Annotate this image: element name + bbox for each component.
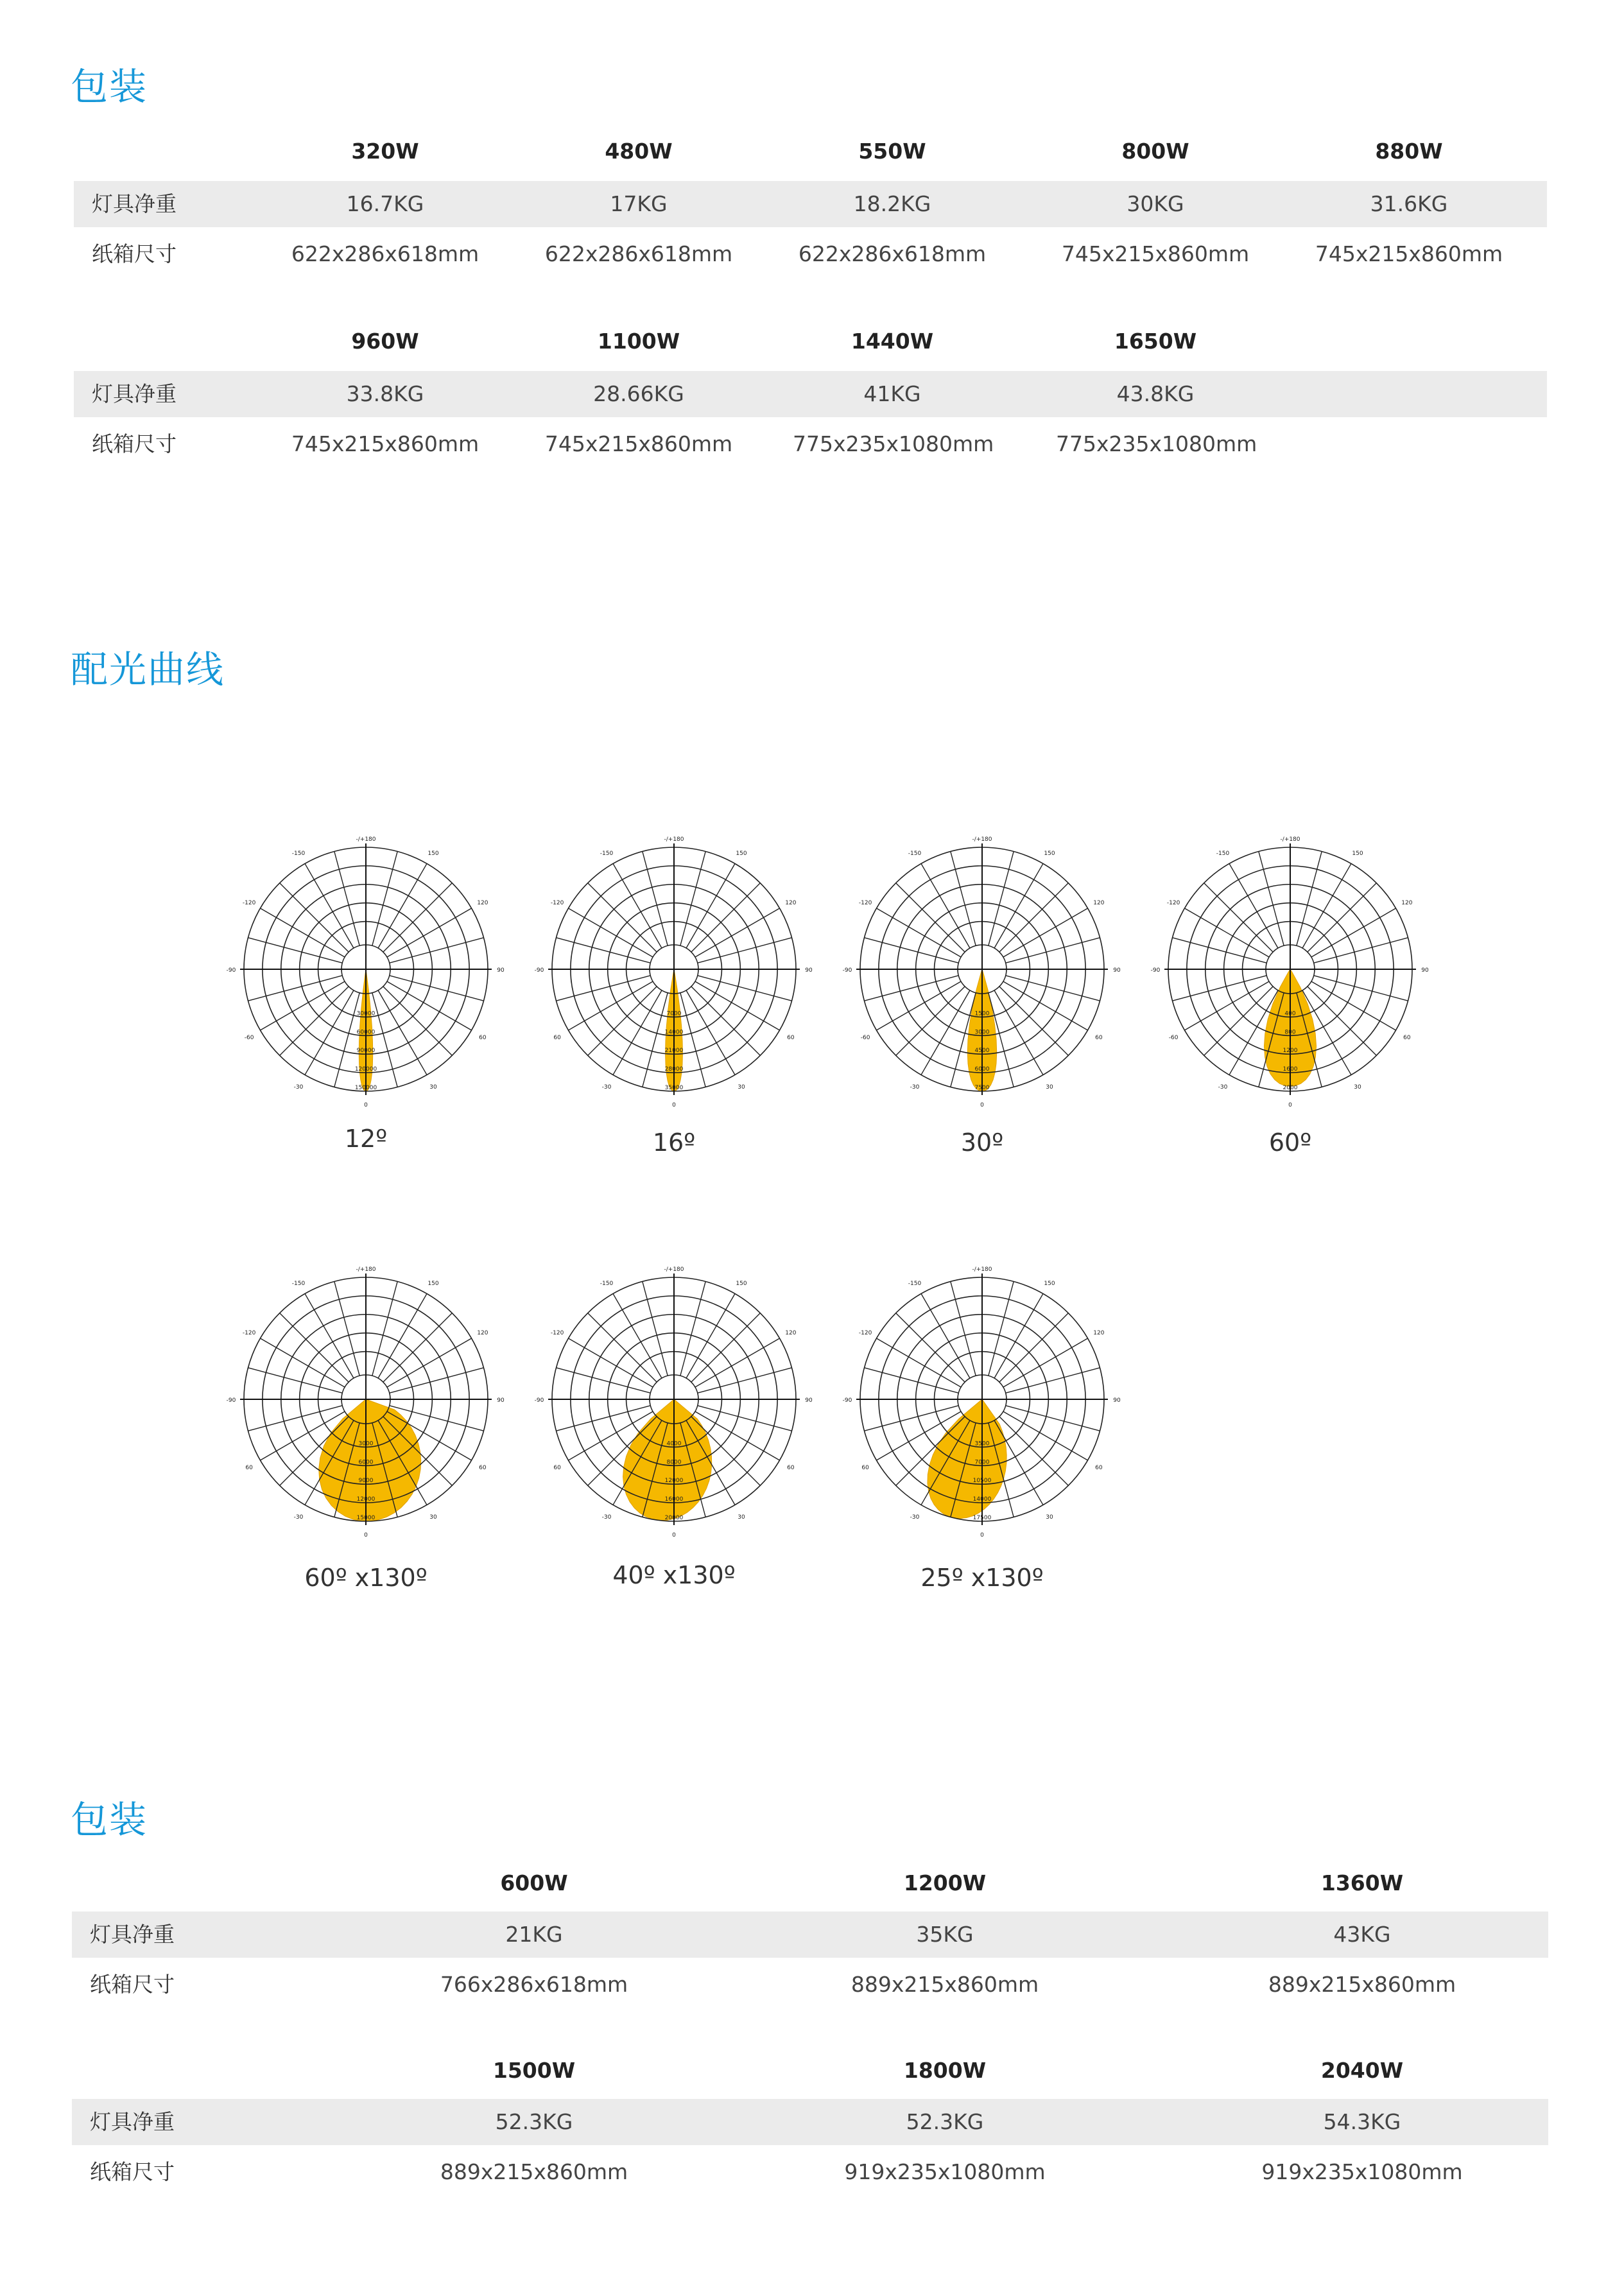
polar-chart (526, 1252, 822, 1547)
grid-spoke (1314, 938, 1408, 963)
radial-value-label: 3000 (358, 1440, 374, 1447)
radial-value-label: 30000 (356, 1010, 376, 1017)
angle-label: 60 (245, 1465, 253, 1471)
angle-label: -30 (910, 1083, 920, 1091)
grid-spoke (999, 1417, 1068, 1485)
column-header: 1500W (492, 2058, 576, 2083)
radial-value-label: 35000 (664, 1085, 684, 1091)
table-cell: 622x286x618mm (291, 241, 479, 266)
angle-label: 120 (785, 1330, 797, 1336)
table-header-row (72, 1860, 1548, 1906)
row-label: 纸箱尺寸 (92, 241, 177, 266)
angle-label: -/+180 (972, 836, 992, 843)
angle-label: -120 (550, 900, 564, 906)
radial-value-label: 9000 (358, 1478, 374, 1485)
angle-label: 120 (477, 900, 488, 906)
grid-spoke (383, 1313, 452, 1382)
grid-spoke (280, 987, 349, 1055)
table-row-carton (74, 231, 1547, 277)
angle-label: 90 (497, 1397, 505, 1404)
angle-label: 90 (497, 967, 505, 974)
polar-chart (526, 822, 822, 1117)
grid-spoke (680, 851, 705, 945)
angle-label: -/+180 (356, 836, 376, 843)
angle-label: -120 (1166, 900, 1180, 906)
table-cell: 54.3KG (1323, 2109, 1401, 2134)
grid-spoke (556, 976, 650, 1001)
grid-spoke (588, 1313, 657, 1382)
table-cell: 622x286x618mm (544, 241, 733, 266)
angle-label: -30 (293, 1514, 304, 1521)
angle-label: -30 (910, 1514, 920, 1521)
grid-spoke (999, 883, 1068, 952)
table-header-row (74, 318, 1547, 365)
grid-spoke (989, 1281, 1014, 1376)
column-header: 1360W (1320, 1870, 1404, 1895)
table-cell: 30KG (1127, 191, 1184, 216)
table-cell: 52.3KG (495, 2109, 573, 2134)
angle-label: 150 (428, 1281, 439, 1288)
polar-chart (834, 1252, 1130, 1547)
table-cell: 43KG (1333, 1922, 1391, 1947)
grid-spoke (698, 938, 792, 963)
angle-label: -/+180 (356, 1266, 376, 1273)
packaging-table-4 (72, 2048, 1548, 2202)
grid-spoke (1308, 987, 1376, 1055)
column-header: 1440W (851, 329, 934, 354)
grid-spoke (864, 938, 958, 963)
table-cell: 919x235x1080mm (1261, 2159, 1463, 2184)
polar-chart (218, 822, 514, 1117)
table-cell: 775x235x1080mm (1056, 431, 1257, 456)
column-header: 1200W (903, 1870, 987, 1895)
grid-spoke (1006, 938, 1100, 963)
grid-spoke (643, 851, 668, 945)
angle-label: 0 (980, 1532, 984, 1539)
angle-label: 60 (861, 1465, 869, 1471)
grid-spoke (698, 976, 792, 1001)
packaging-table-3 (72, 1860, 1548, 2014)
angle-label: 90 (1113, 967, 1121, 974)
angle-label: -120 (242, 900, 256, 906)
table-cell: 18.2KG (853, 191, 931, 216)
angle-label: -30 (601, 1514, 612, 1521)
angle-label: 0 (672, 1102, 676, 1109)
grid-spoke (372, 851, 397, 945)
grid-spoke (864, 976, 958, 1001)
grid-spoke (1308, 883, 1376, 952)
angle-label: 30 (1046, 1514, 1053, 1521)
polar-diagram (526, 822, 822, 1117)
radial-value-label: 60000 (356, 1029, 376, 1036)
grid-spoke (896, 1313, 965, 1382)
packaging-table-2 (74, 318, 1547, 472)
radial-value-label: 21000 (664, 1048, 684, 1055)
radial-value-label: 2000 (1282, 1085, 1298, 1091)
angle-label: -/+180 (664, 1266, 684, 1273)
grid-spoke (248, 1406, 342, 1431)
angle-label: 120 (785, 900, 797, 906)
radial-value-label: 16000 (664, 1496, 684, 1503)
section-title-light-distribution: 配光曲线 (71, 648, 225, 691)
table-cell: 28.66KG (593, 381, 684, 406)
angle-label: 60 (1403, 1035, 1411, 1041)
grid-spoke (588, 987, 657, 1055)
grid-spoke (1204, 987, 1273, 1055)
column-header: 600W (500, 1870, 568, 1895)
grid-spoke (280, 1313, 349, 1382)
angle-label: 90 (805, 967, 813, 974)
grid-spoke (334, 1281, 359, 1376)
grid-spoke (691, 883, 760, 952)
radial-value-label: 1600 (1282, 1066, 1298, 1073)
row-label: 纸箱尺寸 (92, 431, 177, 456)
column-header: 1100W (597, 329, 680, 354)
angle-label: -30 (601, 1083, 612, 1091)
angle-label: -90 (534, 967, 544, 974)
angle-label: 30 (1354, 1083, 1361, 1091)
grid-spoke (556, 938, 650, 963)
grid-spoke (248, 1368, 342, 1393)
table-cell: 33.8KG (346, 381, 424, 406)
angle-label: -90 (534, 1397, 544, 1404)
table-row-weight (74, 371, 1547, 417)
angle-label: -30 (293, 1083, 304, 1091)
table-header-row (74, 128, 1547, 175)
table-cell: 889x215x860mm (440, 2159, 628, 2184)
table-cell: 31.6KG (1370, 191, 1448, 216)
angle-label: 120 (477, 1330, 488, 1336)
angle-label: -30 (1218, 1083, 1228, 1091)
grid-spoke (864, 1368, 958, 1393)
radial-value-label: 1200 (1282, 1048, 1298, 1055)
table-cell: 52.3KG (906, 2109, 984, 2134)
packaging-table-1 (74, 128, 1547, 282)
column-header: 320W (351, 139, 419, 164)
angle-label: -150 (600, 850, 614, 858)
grid-spoke (999, 1313, 1068, 1382)
beam-angle-caption: 16º (652, 1128, 696, 1157)
row-label: 灯具净重 (90, 1922, 175, 1947)
angle-label: 60 (553, 1035, 561, 1041)
polar-diagram (526, 1252, 822, 1547)
radial-value-label: 4500 (974, 1048, 990, 1055)
grid-spoke (691, 987, 760, 1055)
grid-spoke (1204, 883, 1273, 952)
grid-spoke (372, 1281, 397, 1376)
radial-value-label: 10500 (972, 1478, 992, 1485)
radial-value-label: 6000 (358, 1459, 374, 1466)
column-header: 800W (1121, 139, 1189, 164)
row-label: 灯具净重 (92, 191, 177, 216)
grid-spoke (390, 1368, 484, 1393)
beam-angle-caption: 12º (344, 1125, 388, 1153)
angle-label: 60 (479, 1465, 487, 1471)
angle-label: 120 (1093, 900, 1105, 906)
table-cell: 889x215x860mm (1268, 1972, 1456, 1997)
angle-label: -120 (858, 900, 872, 906)
grid-spoke (248, 976, 342, 1001)
grid-spoke (334, 851, 359, 945)
angle-label: -60 (1168, 1035, 1179, 1041)
polar-diagram (218, 822, 514, 1117)
angle-label: 30 (738, 1083, 745, 1091)
radial-value-label: 15000 (356, 1515, 376, 1521)
grid-spoke (1006, 1406, 1100, 1431)
angle-label: 30 (429, 1514, 437, 1521)
table-cell: 16.7KG (346, 191, 424, 216)
grid-spoke (691, 1313, 760, 1382)
angle-label: -90 (842, 1397, 852, 1404)
angle-label: -60 (244, 1035, 254, 1041)
radial-value-label: 400 (1284, 1010, 1296, 1017)
table-row-carton (74, 421, 1547, 467)
angle-label: 90 (805, 1397, 813, 1404)
beam-angle-caption: 30º (960, 1128, 1004, 1157)
table-cell: 745x215x860mm (1315, 241, 1503, 266)
angle-label: 120 (1093, 1330, 1105, 1336)
table-cell: 17KG (610, 191, 668, 216)
grid-spoke (588, 883, 657, 952)
angle-label: 0 (364, 1102, 368, 1109)
polar-diagram (218, 1252, 514, 1547)
angle-label: 0 (672, 1532, 676, 1539)
grid-spoke (951, 851, 976, 945)
angle-label: -120 (242, 1330, 256, 1336)
radial-value-label: 7000 (974, 1459, 990, 1466)
grid-spoke (698, 1368, 792, 1393)
polar-chart (218, 1252, 514, 1547)
column-header: 1800W (903, 2058, 987, 2083)
table-cell: 766x286x618mm (440, 1972, 628, 1997)
angle-label: -/+180 (972, 1266, 992, 1273)
angle-label: 30 (429, 1083, 437, 1091)
angle-label: 60 (553, 1465, 561, 1471)
grid-spoke (390, 976, 484, 1001)
angle-label: 120 (1401, 900, 1413, 906)
grid-spoke (999, 987, 1068, 1055)
section-title-packaging: 包装 (71, 65, 148, 108)
polar-diagram (1143, 822, 1438, 1117)
column-header: 480W (605, 139, 673, 164)
angle-label: 0 (364, 1532, 368, 1539)
angle-label: 150 (736, 1281, 747, 1288)
table-cell: 622x286x618mm (798, 241, 987, 266)
angle-label: 30 (738, 1514, 745, 1521)
polar-chart (1143, 822, 1438, 1117)
angle-label: -60 (860, 1035, 870, 1041)
angle-label: -90 (842, 967, 852, 974)
grid-spoke (1314, 976, 1408, 1001)
angle-label: 60 (787, 1465, 795, 1471)
radial-value-label: 6000 (974, 1066, 990, 1073)
grid-spoke (680, 993, 705, 1087)
grid-spoke (1172, 976, 1266, 1001)
angle-label: -120 (550, 1330, 564, 1336)
angle-label: -150 (908, 1281, 922, 1288)
radial-value-label: 7000 (666, 1010, 682, 1017)
grid-spoke (556, 1406, 650, 1431)
grid-spoke (280, 883, 349, 952)
column-header: 880W (1375, 139, 1443, 164)
grid-spoke (1006, 1368, 1100, 1393)
column-header: 960W (351, 329, 419, 354)
beam-shape (928, 1399, 1006, 1519)
radial-value-label: 7500 (974, 1085, 990, 1091)
radial-value-label: 28000 (664, 1066, 684, 1073)
grid-spoke (372, 993, 397, 1087)
section-title-packaging: 包装 (71, 1798, 148, 1842)
table-cell: 35KG (916, 1922, 974, 1947)
angle-label: -150 (600, 1281, 614, 1288)
angle-label: -150 (1216, 850, 1230, 858)
angle-label: 150 (736, 850, 747, 858)
radial-value-label: 1500 (974, 1010, 990, 1017)
grid-spoke (248, 938, 342, 963)
grid-spoke (1259, 851, 1284, 945)
beam-angle-caption: 40º x130º (612, 1561, 736, 1589)
radial-value-label: 14000 (664, 1029, 684, 1036)
angle-label: -90 (1150, 967, 1161, 974)
grid-spoke (643, 993, 668, 1087)
grid-spoke (643, 1281, 668, 1376)
radial-value-label: 20000 (664, 1515, 684, 1521)
angle-label: -/+180 (664, 836, 684, 843)
angle-label: 150 (1352, 850, 1363, 858)
angle-label: -150 (908, 850, 922, 858)
grid-spoke (989, 851, 1014, 945)
table-row-carton (72, 2149, 1548, 2195)
angle-label: -150 (291, 1281, 306, 1288)
polar-diagram (834, 1252, 1130, 1547)
table-row-carton (72, 1962, 1548, 2008)
table-cell: 43.8KG (1116, 381, 1195, 406)
column-header: 550W (858, 139, 926, 164)
angle-label: 150 (1044, 1281, 1055, 1288)
table-row-weight (72, 1912, 1548, 1958)
beam-angle-caption: 60º (1268, 1128, 1312, 1157)
table-cell: 919x235x1080mm (844, 2159, 1046, 2184)
grid-spoke (951, 1281, 976, 1376)
grid-spoke (896, 987, 965, 1055)
angle-label: 60 (1095, 1035, 1103, 1041)
column-header: 2040W (1320, 2058, 1404, 2083)
table-cell: 745x215x860mm (1061, 241, 1250, 266)
radial-value-label: 14000 (972, 1496, 992, 1503)
grid-spoke (864, 1406, 958, 1431)
angle-label: 90 (1113, 1397, 1121, 1404)
grid-spoke (1172, 938, 1266, 963)
radial-value-label: 120000 (354, 1066, 377, 1073)
row-label: 灯具净重 (92, 381, 177, 406)
polar-chart (834, 822, 1130, 1117)
radial-value-label: 800 (1284, 1029, 1296, 1036)
angle-label: 90 (1421, 967, 1429, 974)
beam-angle-caption: 25º x130º (920, 1564, 1044, 1592)
grid-spoke (1297, 851, 1322, 945)
radial-value-label: 150000 (354, 1085, 377, 1091)
row-label: 纸箱尺寸 (90, 2159, 175, 2184)
angle-label: -120 (858, 1330, 872, 1336)
row-label: 纸箱尺寸 (90, 1972, 175, 1997)
angle-label: 0 (1288, 1102, 1292, 1109)
column-header: 1650W (1114, 329, 1197, 354)
table-header-row (72, 2048, 1548, 2094)
radial-value-label: 12000 (356, 1496, 376, 1503)
radial-value-label: 90000 (356, 1048, 376, 1055)
angle-label: 150 (1044, 850, 1055, 858)
angle-label: 0 (980, 1102, 984, 1109)
polar-diagram (834, 822, 1130, 1117)
radial-value-label: 4000 (666, 1440, 682, 1447)
angle-label: -90 (226, 1397, 236, 1404)
table-cell: 745x215x860mm (544, 431, 733, 456)
radial-value-label: 3000 (974, 1029, 990, 1036)
table-cell: 41KG (863, 381, 921, 406)
grid-spoke (680, 1281, 705, 1376)
table-cell: 889x215x860mm (851, 1972, 1039, 1997)
angle-label: -90 (226, 967, 236, 974)
beam-angle-caption: 60º x130º (304, 1564, 428, 1592)
angle-label: 60 (479, 1035, 487, 1041)
angle-label: 60 (787, 1035, 795, 1041)
angle-label: 30 (1046, 1083, 1053, 1091)
radial-value-label: 12000 (664, 1478, 684, 1485)
table-row-weight (72, 2099, 1548, 2145)
angle-label: 150 (428, 850, 439, 858)
angle-label: -/+180 (1280, 836, 1300, 843)
grid-spoke (390, 938, 484, 963)
grid-spoke (896, 883, 965, 952)
grid-spoke (383, 987, 452, 1055)
table-cell: 775x235x1080mm (793, 431, 994, 456)
angle-label: -150 (291, 850, 306, 858)
table-row-weight (74, 181, 1547, 227)
angle-label: 60 (1095, 1465, 1103, 1471)
grid-spoke (556, 1368, 650, 1393)
row-label: 灯具净重 (90, 2109, 175, 2134)
grid-spoke (698, 1406, 792, 1431)
radial-value-label: 17500 (972, 1515, 992, 1521)
radial-value-label: 3500 (974, 1440, 990, 1447)
grid-spoke (383, 883, 452, 952)
grid-spoke (1006, 976, 1100, 1001)
table-cell: 745x215x860mm (291, 431, 479, 456)
table-cell: 21KG (505, 1922, 563, 1947)
grid-spoke (334, 993, 359, 1087)
radial-value-label: 8000 (666, 1459, 682, 1466)
